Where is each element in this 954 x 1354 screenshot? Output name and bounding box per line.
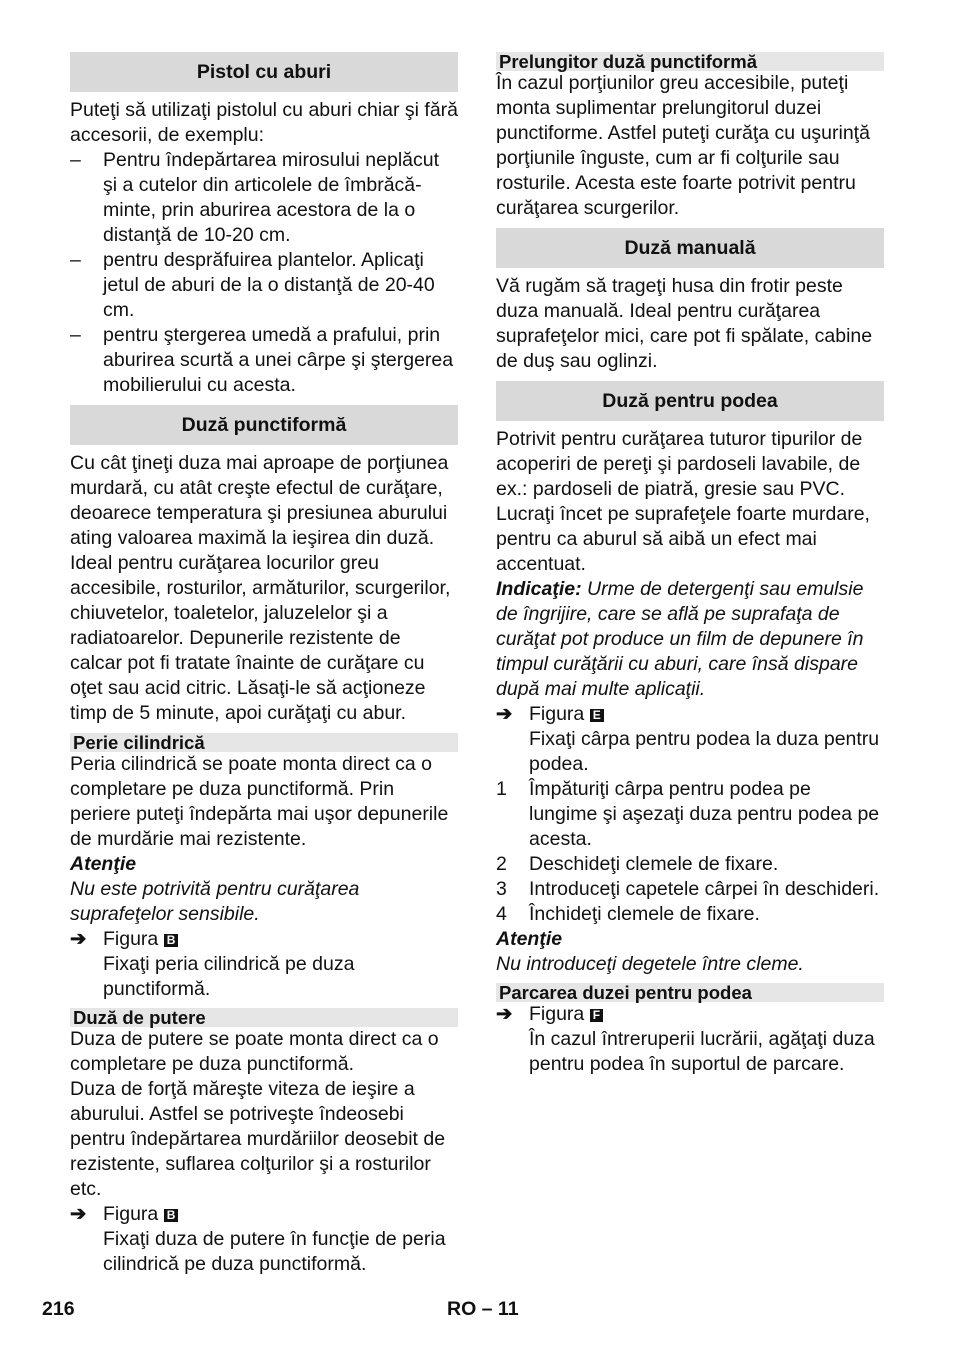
perie-body: Peria cilindrică se poate monta direct ca o completare pe duza punctiformă. Prin periere puteţi îndepărta mai uşor depunerile de murdărie mai rezistente. <box>70 753 449 850</box>
punctiforma-body: Cu cât ţineţi duza mai aproape de porţiunea murdară, cu atât creşte efectul de curăţare, deoarece temperatura şi presiunea aburului ating valoarea maximă la ieşirea din duză. Ideal pentru curăţarea locurilor greu accesibile, rosturilor, armăturilor, scurgerilor, chiuvetelor, toaletelor, jaluzelelor şi a radiatoarelor. Depunerile rezistente de calcar pot fi tratate înainte de curăţare cu oţet sau acid citric. Lăsaţi-le să acţioneze timp de 5 minute, apoi curăţaţi cu abur. <box>70 452 451 724</box>
subheading-duza-de-putere: Duză de putere <box>70 1008 458 1027</box>
perie-warning-body: Nu este potrivită pentru curăţarea suprafeţelor sensibile. <box>70 878 360 925</box>
figure-badge: B <box>164 934 179 947</box>
podea-warning-body: Nu introduceţi degetele între cleme. <box>496 953 804 975</box>
putere-body-2: Duza de forţă măreşte viteza de ieşire a aburului. Astfel se potriveşte îndeosebi pentru îndepărtarea murdăriilor deosebit de rezistente, suflarea colţurilor şi a rosturilor etc. <box>70 1078 446 1200</box>
list-item: 4 Închideţi clemele de fixare. <box>496 903 760 925</box>
pistol-intro: Puteţi să utilizaţi pistolul cu aburi chiar şi fără accesorii, de exemplu: <box>70 99 459 146</box>
list-item: – pentru desprăfuirea plantelor. Aplicaţi jetul de aburi de la o distanţă de 20-40 cm. <box>70 249 435 321</box>
podea-body: Potrivit pentru curăţarea tuturor tipurilor de acoperiri de pereţi şi pardoseli lavabile, de ex.: pardoseli de piatră, gresie sau PVC. Lucraţi încet pe suprafeţele foarte murdare, pentru ca aburul să aibă un efect mai accentuat. <box>496 428 870 575</box>
list-item: 3 Introduceţi capetele cârpei în deschideri. <box>496 878 880 900</box>
arrow-right-icon: ➔ <box>70 1203 87 1225</box>
figure-reference: ➔ Figura B <box>70 927 458 952</box>
section-code: RO – 11 <box>447 1298 519 1320</box>
page-number: 216 <box>42 1298 75 1320</box>
list-item: – pentru ştergerea umedă a prafului, prin aburirea scurtă a unei cârpe şi ştergerea mobilierului cu acesta. <box>70 324 454 396</box>
figure-badge: B <box>164 1209 179 1222</box>
arrow-right-icon: ➔ <box>70 928 87 950</box>
figure-reference: ➔ Figura F <box>496 1002 884 1027</box>
podea-note: Indicaţie: Urme de detergenţi sau emulsie de îngrijire, care se află pe suprafaţa de curăţat pot produce un film de depunere în timpul curăţării cu aburi, care însă dispare după mai multe aplicaţii. <box>496 578 864 700</box>
prelungitor-body: În cazul porţiunilor greu accesibile, puteţi monta suplimentar prelungitorul duzei punctiforme. Astfel puteţi curăţa cu uşurinţă porţiunile înguste, cum ar fi colţurile sau rosturile. Acesta este foarte potrivit pentru curăţarea scurgerilor. <box>496 72 870 219</box>
left-column <box>70 52 458 1277</box>
figure-badge: E <box>590 709 604 722</box>
figure-reference: ➔ Figura B <box>70 1202 458 1227</box>
heading-duza-punctiforma: Duză punctiformă <box>70 405 458 445</box>
putere-body-1: Duza de putere se poate monta direct ca o completare pe duza punctiformă. <box>70 1028 439 1075</box>
list-item: – Pentru îndepărtarea mirosului neplăcut şi a cutelor din articolele de îmbrăcă-minte, prin aburirea acestora de la o distanţă de 10-20 cm. <box>70 149 440 246</box>
parcare-figure-text: În cazul întreruperii lucrării, agăţaţi duza pentru podea în suportul de parcare. <box>529 1028 875 1075</box>
arrow-right-icon: ➔ <box>496 703 513 725</box>
manuala-body: Vă rugăm să trageţi husa din frotir peste duza manuală. Ideal pentru curăţarea suprafeţelor mici, care pot fi spălate, cabine de duş sau oglinzi. <box>496 275 873 372</box>
heading-duza-pentru-podea: Duză pentru podea <box>496 381 884 421</box>
list-item: 2 Deschideţi clemele de fixare. <box>496 853 779 875</box>
podea-figure-text: Fixaţi cârpa pentru podea la duza pentru podea. <box>529 728 880 775</box>
putere-figure-text: Fixaţi duza de putere în funcţie de peria cilindrică pe duza punctiformă. <box>103 1228 446 1275</box>
right-column <box>496 52 884 1077</box>
heading-duza-manuala: Duză manuală <box>496 228 884 268</box>
subheading-prelungitor: Prelungitor duză punctiformă <box>496 52 884 71</box>
subheading-parcarea-duzei: Parcarea duzei pentru podea <box>496 983 884 1002</box>
podea-warning-title: Atenţie <box>496 928 563 950</box>
subheading-perie-cilindrica: Perie cilindrică <box>70 733 458 752</box>
figure-badge: F <box>590 1009 603 1022</box>
list-item: 1 Împăturiţi cârpa pentru podea pe lungime şi aşezaţi duza pentru podea pe acesta. <box>496 778 880 850</box>
arrow-right-icon: ➔ <box>496 1003 513 1025</box>
figure-reference: ➔ Figura E <box>496 702 884 727</box>
perie-figure-text: Fixaţi peria cilindrică pe duza punctiformă. <box>103 953 355 1000</box>
perie-warning-title: Atenţie <box>70 853 137 875</box>
heading-pistol-cu-aburi: Pistol cu aburi <box>70 52 458 92</box>
